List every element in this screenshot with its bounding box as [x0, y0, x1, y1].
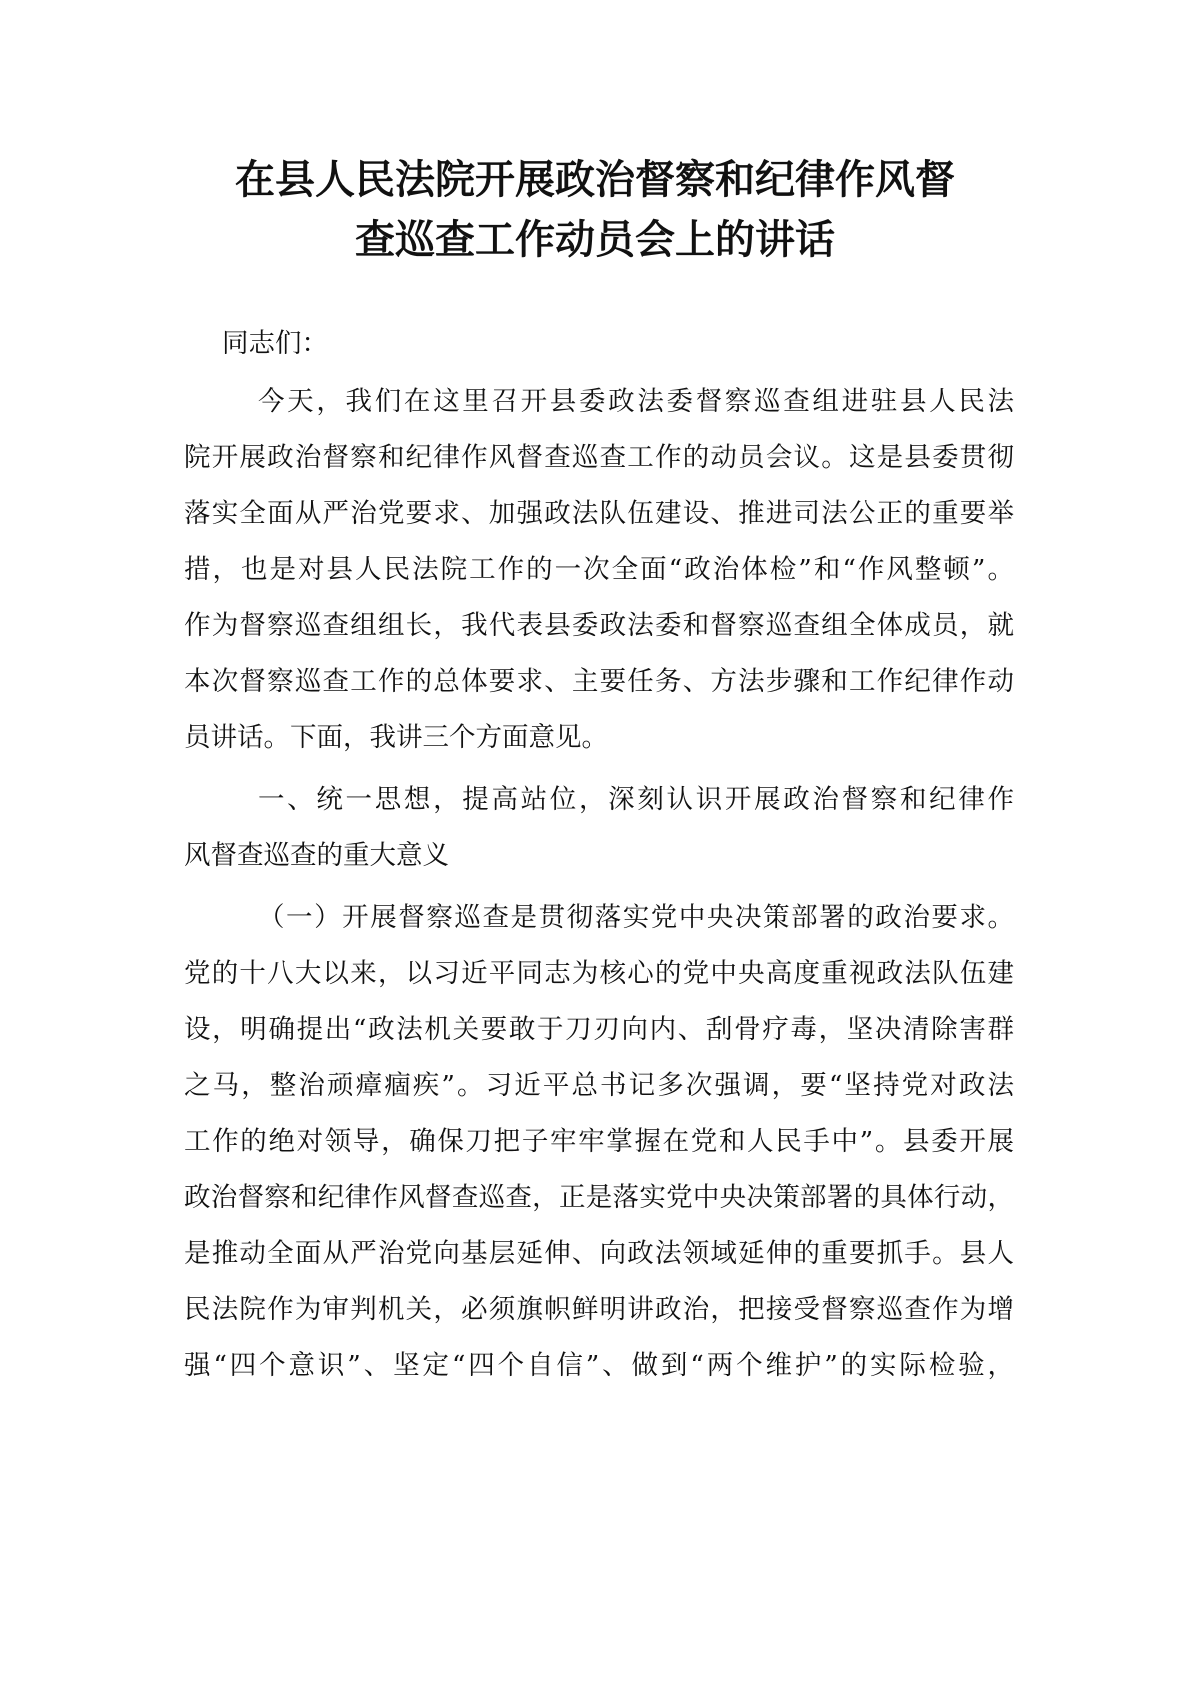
paragraph-line: 政治督察和纪律作风督查巡查，正是落实党中央决策部署的具体行动， — [184, 1182, 1014, 1213]
paragraph-line: （一）开展督察巡查是贯彻落实党中央决策部署的政治要求。 — [258, 902, 1014, 933]
paragraph-line: 今天，我们在这里召开县委政法委督察巡查组进驻县人民法 — [258, 386, 1014, 417]
paragraph-line: 院开展政治督察和纪律作风督查巡查工作的动员会议。这是县委贯彻 — [184, 442, 1014, 473]
paragraph-line: 措，也是对县人民法院工作的一次全面“政治体检”和“作风整顿”。 — [184, 554, 1014, 585]
document-title-line-2: 查巡查工作动员会上的讲话 — [355, 217, 835, 263]
document-title-line-1: 在县人民法院开展政治督察和纪律作风督 — [235, 157, 955, 203]
paragraph-line: 强“四个意识”、坚定“四个自信”、做到“两个维护”的实际检验， — [184, 1350, 1014, 1381]
paragraph-line: 员讲话。下面，我讲三个方面意见。 — [184, 722, 608, 753]
paragraph-line: 民法院作为审判机关，必须旗帜鲜明讲政治，把接受督察巡查作为增 — [184, 1294, 1014, 1325]
paragraph-line: 工作的绝对领导，确保刀把子牢牢掌握在党和人民手中”。县委开展 — [184, 1126, 1014, 1157]
paragraph-line: 党的十八大以来，以习近平同志为核心的党中央高度重视政法队伍建 — [184, 958, 1014, 989]
salutation: 同志们： — [222, 328, 328, 359]
paragraph-line: 是推动全面从严治党向基层延伸、向政法领域延伸的重要抓手。县人 — [184, 1238, 1014, 1269]
paragraph-line: 本次督察巡查工作的总体要求、主要任务、方法步骤和工作纪律作动 — [184, 666, 1014, 697]
paragraph-line: 之马，整治顽瘴痼疾”。习近平总书记多次强调，要“坚持党对政法 — [184, 1070, 1014, 1101]
section-heading-line: 一、统一思想，提高站位，深刻认识开展政治督察和纪律作 — [258, 784, 1014, 815]
paragraph-line: 设，明确提出“政法机关要敢于刀刃向内、刮骨疗毒，坚决清除害群 — [184, 1014, 1014, 1045]
section-heading-line: 风督查巡查的重大意义 — [184, 840, 449, 871]
paragraph-line: 落实全面从严治党要求、加强政法队伍建设、推进司法公正的重要举 — [184, 498, 1014, 529]
paragraph-line: 作为督察巡查组组长，我代表县委政法委和督察巡查组全体成员，就 — [184, 610, 1014, 641]
